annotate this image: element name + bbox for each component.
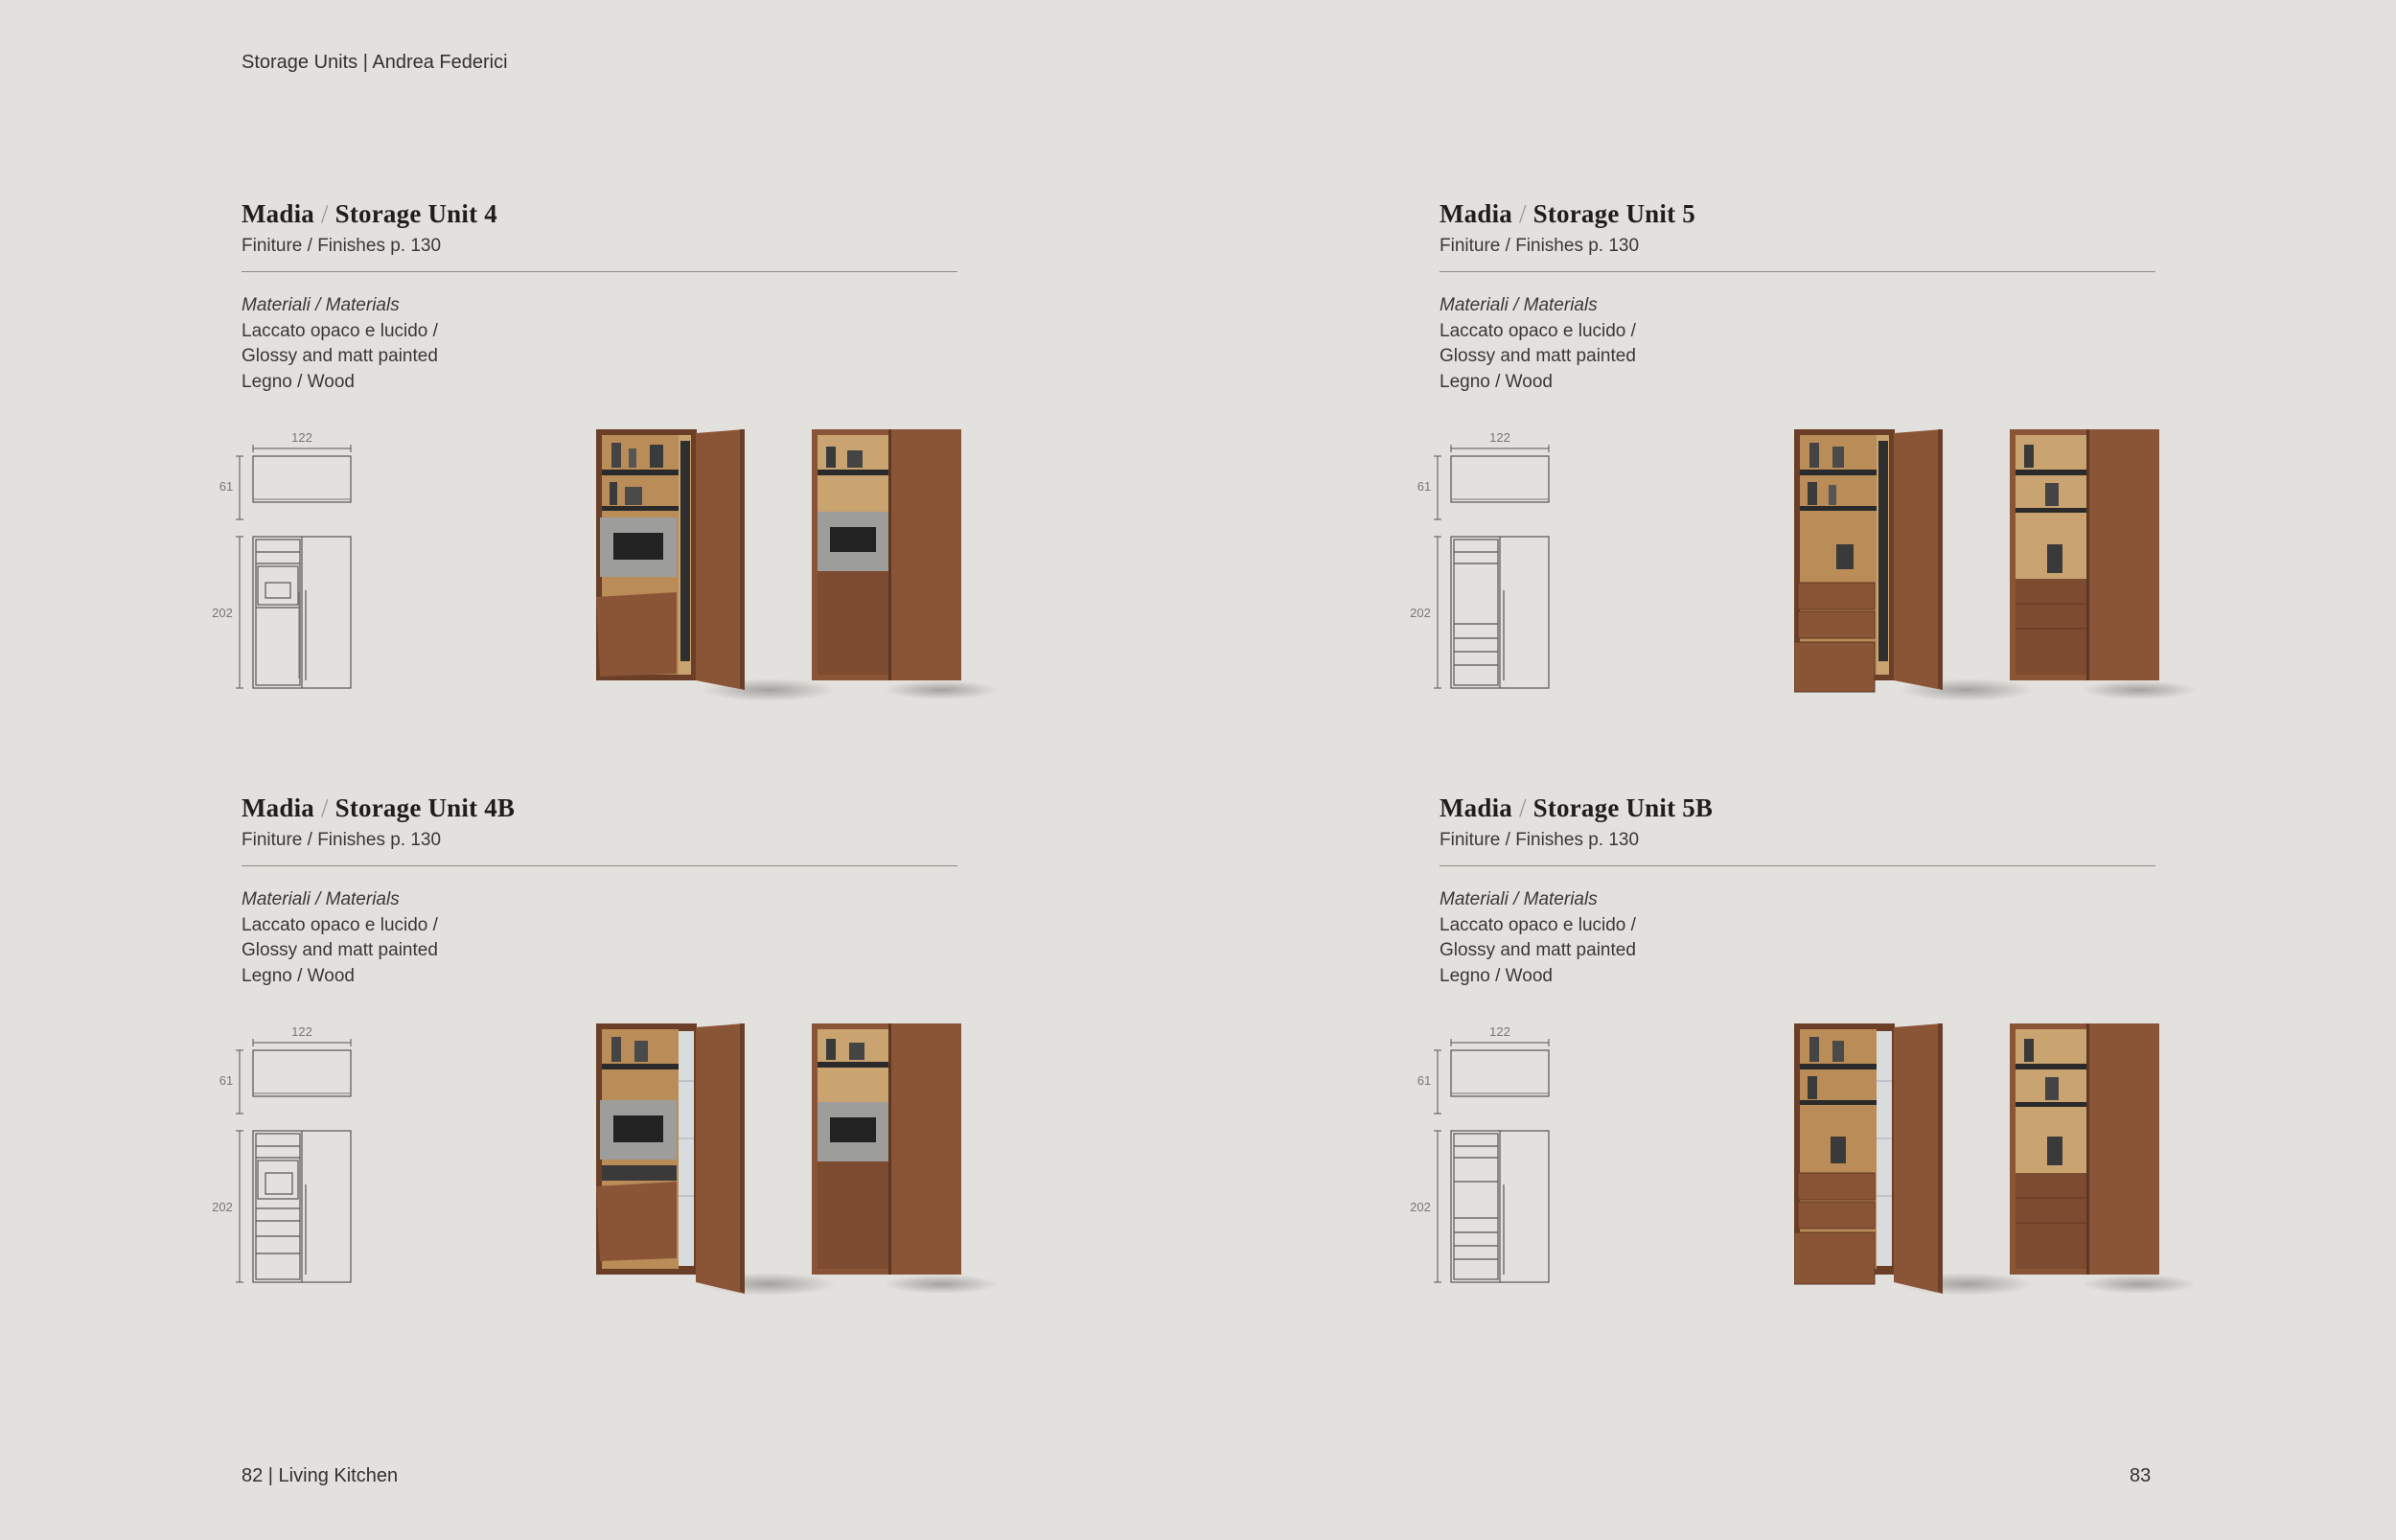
title-italian: Madia <box>242 793 315 822</box>
running-head: Storage Units | Andrea Federici <box>242 52 508 73</box>
width-dimension: 122 <box>291 1024 312 1039</box>
material-line: Laccato opaco e lucido / <box>1440 914 1636 935</box>
plan-view <box>253 1050 351 1096</box>
finishes-reference: Finiture / Finishes p. 130 <box>1440 236 1640 256</box>
material-line: Laccato opaco e lucido / <box>1440 320 1636 341</box>
height-dimension: 202 <box>1410 606 1431 620</box>
title-italian: Madia <box>1440 199 1513 228</box>
closed-unit-photo <box>812 1023 999 1294</box>
materials-label: Materiali / Materials <box>242 295 400 315</box>
divider <box>242 271 957 272</box>
height-dimension: 202 <box>212 1200 233 1214</box>
width-dimension: 122 <box>291 430 312 445</box>
materials-label: Materiali / Materials <box>1440 295 1598 315</box>
unit-storage-unit-5b <box>1410 793 2396 1368</box>
product-photos <box>596 1023 1027 1311</box>
technical-drawing <box>203 429 357 717</box>
materials-block <box>1440 887 1636 989</box>
materials-block <box>242 887 438 989</box>
materials-label: Materiali / Materials <box>1440 889 1598 909</box>
title-separator: / <box>1518 793 1527 822</box>
elevation-view <box>1451 1131 1549 1282</box>
finishes-reference: Finiture / Finishes p. 130 <box>242 236 442 256</box>
open-unit-photo <box>1794 429 2034 701</box>
materials-block <box>242 293 438 395</box>
divider <box>1440 271 2155 272</box>
title-separator: / <box>320 793 329 822</box>
plan-view <box>253 456 351 502</box>
open-unit-photo <box>596 1023 836 1296</box>
product-photos <box>596 429 1027 717</box>
title-separator: / <box>320 199 329 228</box>
materials-label: Materiali / Materials <box>242 889 400 909</box>
material-line: Laccato opaco e lucido / <box>242 914 438 935</box>
width-dimension: 122 <box>1489 430 1510 445</box>
plan-view <box>1451 456 1549 502</box>
divider <box>242 865 957 866</box>
right-page-number: 83 <box>2130 1465 2152 1486</box>
technical-drawing <box>203 1023 357 1311</box>
depth-dimension: 61 <box>1417 479 1432 494</box>
unit-title <box>1440 793 1713 823</box>
technical-drawing <box>1401 1023 1555 1311</box>
open-unit-photo <box>596 429 836 701</box>
width-dimension: 122 <box>1489 1024 1510 1039</box>
unit-storage-unit-5 <box>1410 199 2396 774</box>
depth-dimension: 61 <box>219 479 234 494</box>
closed-unit-photo <box>2010 1023 2197 1294</box>
title-english: Storage Unit 4B <box>334 793 516 822</box>
title-italian: Madia <box>242 199 315 228</box>
unit-title <box>242 793 515 823</box>
height-dimension: 202 <box>1410 1200 1431 1214</box>
elevation-view <box>253 1131 351 1282</box>
finishes-reference: Finiture / Finishes p. 130 <box>1440 830 1640 850</box>
title-english: Storage Unit 4 <box>334 199 497 228</box>
product-photos <box>1794 1023 2225 1311</box>
title-english: Storage Unit 5 <box>1532 199 1695 228</box>
title-separator: / <box>1518 199 1527 228</box>
technical-drawing <box>1401 429 1555 717</box>
material-line: Legno / Wood <box>1440 371 1553 392</box>
material-line: Glossy and matt painted <box>242 940 438 960</box>
title-english: Storage Unit 5B <box>1532 793 1714 822</box>
depth-dimension: 61 <box>1417 1073 1432 1088</box>
product-photos <box>1794 429 2225 717</box>
material-line: Glossy and matt painted <box>242 346 438 366</box>
closed-unit-photo <box>812 429 999 700</box>
elevation-view <box>1451 537 1549 688</box>
unit-title <box>1440 199 1695 229</box>
plan-view <box>1451 1050 1549 1096</box>
unit-storage-unit-4b <box>212 793 1200 1368</box>
depth-dimension: 61 <box>219 1073 234 1088</box>
height-dimension: 202 <box>212 606 233 620</box>
elevation-view <box>253 537 351 688</box>
finishes-reference: Finiture / Finishes p. 130 <box>242 830 442 850</box>
closed-unit-photo <box>2010 429 2197 700</box>
materials-block <box>1440 293 1636 395</box>
unit-storage-unit-4 <box>212 199 1200 774</box>
divider <box>1440 865 2155 866</box>
material-line: Legno / Wood <box>242 965 355 986</box>
material-line: Glossy and matt painted <box>1440 346 1636 366</box>
unit-title <box>242 199 497 229</box>
material-line: Glossy and matt painted <box>1440 940 1636 960</box>
title-italian: Madia <box>1440 793 1513 822</box>
left-page-folio: 82 | Living Kitchen <box>242 1465 399 1486</box>
material-line: Legno / Wood <box>242 371 355 392</box>
material-line: Legno / Wood <box>1440 965 1553 986</box>
open-unit-photo <box>1794 1023 2034 1296</box>
material-line: Laccato opaco e lucido / <box>242 320 438 341</box>
